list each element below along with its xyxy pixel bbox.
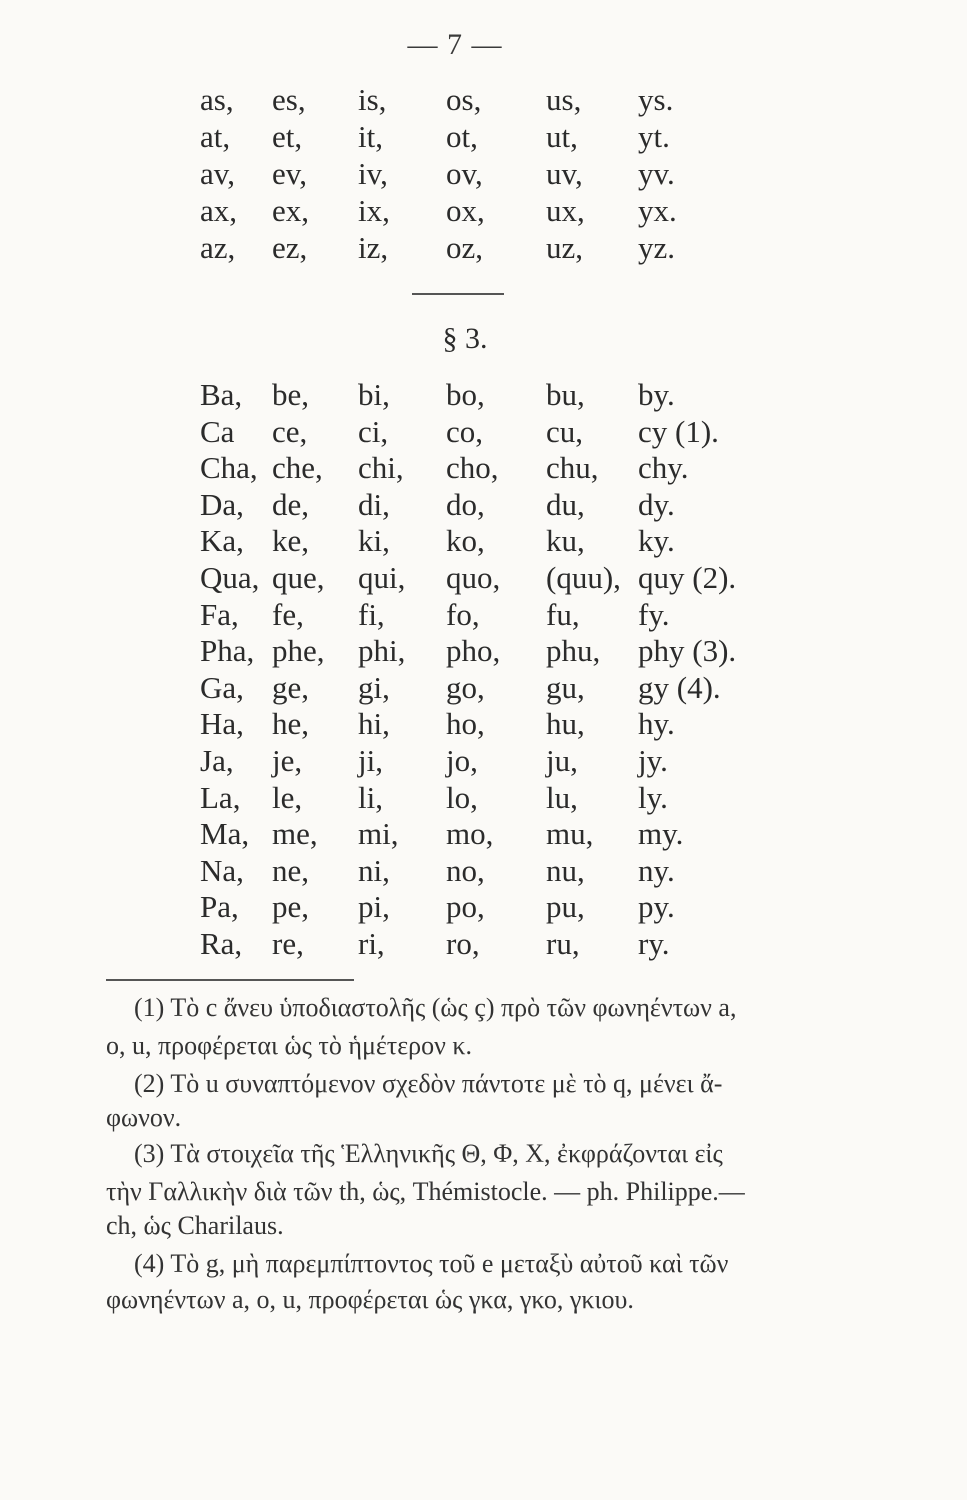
syllable-cell: pi, bbox=[358, 889, 390, 925]
syllable-cell: bu, bbox=[546, 377, 585, 412]
syllable-cell: lu, bbox=[546, 779, 578, 815]
syllable-cell: ot, bbox=[446, 119, 478, 154]
syllable-cell: yx. bbox=[638, 193, 677, 228]
syllable-cell: que, bbox=[272, 560, 325, 595]
syllable-cell: Na, bbox=[200, 852, 244, 888]
syllable-cell: phe, bbox=[272, 633, 325, 669]
syllable-cell: hu, bbox=[546, 706, 585, 742]
syllable-cell: ru, bbox=[546, 926, 580, 961]
footnote-line: τὴν Γαλλικὴν διὰ τῶν th, ὡς, Thémistocle. — ph. Philippe.— bbox=[106, 1177, 745, 1206]
syllable-cell: ox, bbox=[446, 193, 485, 228]
syllable-cell: mo, bbox=[446, 816, 494, 852]
syllable-cell: phu, bbox=[546, 633, 601, 669]
syllable-cell: ix, bbox=[358, 193, 390, 228]
syllable-cell: ni, bbox=[358, 852, 390, 888]
syllable-cell: as, bbox=[200, 82, 234, 117]
syllable-cell: fi, bbox=[358, 596, 385, 632]
syllable-cell: ut, bbox=[546, 119, 578, 154]
syllable-cell: Fa, bbox=[200, 596, 239, 632]
syllable-cell: di, bbox=[358, 486, 390, 522]
syllable-cell: mu, bbox=[546, 816, 594, 852]
syllable-cell: uv, bbox=[546, 156, 583, 191]
syllable-cell: uz, bbox=[546, 230, 584, 265]
syllable-cell: Ja, bbox=[200, 743, 234, 778]
syllable-cell: Qua, bbox=[200, 560, 260, 595]
syllable-cell: ax, bbox=[200, 193, 238, 228]
syllable-cell: Ka, bbox=[200, 523, 244, 559]
syllable-cell: fe, bbox=[272, 596, 304, 632]
footnote-line: ch, ὡς Charilaus. bbox=[106, 1211, 284, 1240]
syllable-cell: Pa, bbox=[200, 889, 239, 925]
syllable-cell: pho, bbox=[446, 633, 501, 669]
syllable-cell: ju, bbox=[546, 743, 578, 778]
syllable-cell: Ra, bbox=[200, 926, 243, 961]
syllable-cell: re, bbox=[272, 926, 304, 961]
syllable-cell: my. bbox=[638, 816, 684, 852]
syllable-cell: gy (4). bbox=[638, 669, 721, 705]
footnote-line: (1) Τὸ c ἄνευ ὑποδιαστολῆς (ὡς ç) πρὸ τῶν φωνηέντων a, bbox=[134, 993, 737, 1022]
syllable-cell: Ga, bbox=[200, 669, 244, 705]
syllable-cell: yt. bbox=[638, 119, 670, 154]
syllable-cell: dy. bbox=[638, 486, 675, 522]
section-heading: § 3. bbox=[442, 322, 488, 355]
syllable-cell: ez, bbox=[272, 230, 308, 265]
syllable-cell: no, bbox=[446, 852, 485, 888]
syllable-cell: pe, bbox=[272, 889, 310, 925]
syllable-cell: qui, bbox=[358, 560, 406, 595]
syllable-cell: ji, bbox=[358, 743, 383, 778]
syllable-cell: chi, bbox=[358, 450, 404, 486]
syllable-cell: he, bbox=[272, 706, 310, 742]
syllable-cell: ki, bbox=[358, 523, 390, 559]
syllable-cell: oz, bbox=[446, 230, 484, 265]
syllable-cell: me, bbox=[272, 816, 318, 852]
syllable-cell: et, bbox=[272, 119, 303, 154]
syllable-cell: po, bbox=[446, 889, 485, 925]
syllable-cell: ny. bbox=[638, 852, 675, 888]
footnote-line: φωνον. bbox=[106, 1103, 182, 1132]
syllable-cell: ne, bbox=[272, 852, 310, 888]
syllable-cell: cy (1). bbox=[638, 413, 719, 449]
syllable-cell: ci, bbox=[358, 413, 389, 449]
syllable-cell: fu, bbox=[546, 596, 580, 632]
syllable-cell: pu, bbox=[546, 889, 585, 925]
footnote-divider bbox=[106, 979, 354, 981]
syllable-cell: py. bbox=[638, 889, 675, 925]
syllable-cell: chy. bbox=[638, 450, 689, 486]
syllable-cell: lo, bbox=[446, 779, 478, 815]
syllable-cell: fo, bbox=[446, 596, 480, 632]
syllable-cell: nu, bbox=[546, 852, 585, 888]
syllable-cell: co, bbox=[446, 413, 484, 449]
syllable-cell: ux, bbox=[546, 193, 585, 228]
syllable-cell: quy (2). bbox=[638, 560, 737, 595]
syllable-cell: ro, bbox=[446, 926, 480, 961]
footnote-line: φωνηέντων a, o, u, προφέρεται ὡς γκα, γκο, γκιου. bbox=[106, 1285, 634, 1314]
syllable-cell: ku, bbox=[546, 523, 585, 559]
syllable-cell: jo, bbox=[446, 743, 478, 778]
syllable-cell: li, bbox=[358, 779, 383, 815]
syllable-cell: che, bbox=[272, 450, 323, 486]
syllable-cell: es, bbox=[272, 82, 306, 117]
footnote-line: o, u, προφέρεται ὡς τὸ ἡμέτερον κ. bbox=[106, 1031, 472, 1060]
syllable-cell: hi, bbox=[358, 706, 390, 742]
syllable-cell: ke, bbox=[272, 523, 310, 559]
syllable-cell: ri, bbox=[358, 926, 385, 961]
syllable-cell: Ca bbox=[200, 413, 235, 449]
syllable-cell: ys. bbox=[638, 82, 674, 117]
syllable-cell: ov, bbox=[446, 156, 483, 191]
syllable-cell: ev, bbox=[272, 156, 307, 191]
syllable-cell: yv. bbox=[638, 156, 675, 191]
syllable-cell: iv, bbox=[358, 156, 388, 191]
syllable-cell: (quu), bbox=[546, 560, 621, 595]
footnote-line: (3) Τὰ στοιχεῖα τῆς Ἑλληνικῆς Θ, Φ, Χ, ἐκφράζονται εἰς bbox=[134, 1139, 723, 1168]
syllable-cell: ex, bbox=[272, 193, 310, 228]
syllable-cell: us, bbox=[546, 82, 582, 117]
syllable-cell: be, bbox=[272, 377, 310, 412]
syllable-cell: bo, bbox=[446, 377, 485, 412]
syllable-cell: av, bbox=[200, 156, 235, 191]
syllable-cell: quo, bbox=[446, 560, 501, 595]
syllable-cell: ko, bbox=[446, 523, 485, 559]
page-number: — 7 — bbox=[407, 28, 503, 61]
syllable-cell: do, bbox=[446, 486, 485, 522]
syllable-cell: Da, bbox=[200, 486, 244, 522]
syllable-cell: ge, bbox=[272, 669, 310, 705]
syllable-cell: je, bbox=[272, 743, 303, 778]
syllable-cell: gi, bbox=[358, 669, 390, 705]
syllable-cell: de, bbox=[272, 486, 310, 522]
syllable-cell: jy. bbox=[638, 743, 668, 778]
syllable-cell: yz. bbox=[638, 230, 676, 265]
syllable-cell: Ba, bbox=[200, 377, 243, 412]
syllable-cell: chu, bbox=[546, 450, 599, 486]
footnote-line: (2) Τὸ u συναπτόμενον σχεδὸν πάντοτε μὲ τὸ q, μένει ἄ- bbox=[134, 1069, 723, 1098]
footnote-line: (4) Τὸ g, μὴ παρεμπίπτοντος τοῦ e μεταξὺ αὐτοῦ καὶ τῶν bbox=[134, 1249, 729, 1278]
syllable-cell: ky. bbox=[638, 523, 675, 559]
syllable-cell: ho, bbox=[446, 706, 485, 742]
syllable-cell: bi, bbox=[358, 377, 390, 412]
syllable-cell: az, bbox=[200, 230, 236, 265]
syllable-cell: at, bbox=[200, 119, 231, 154]
section-divider bbox=[412, 293, 504, 295]
syllable-cell: ly. bbox=[638, 779, 668, 815]
syllable-cell: os, bbox=[446, 82, 482, 117]
syllable-cell: ry. bbox=[638, 926, 670, 961]
syllable-cell: phi, bbox=[358, 633, 406, 669]
syllable-cell: mi, bbox=[358, 816, 399, 852]
syllable-cell: Ha, bbox=[200, 706, 244, 742]
syllable-cell: cho, bbox=[446, 450, 499, 486]
syllable-cell: cu, bbox=[546, 413, 584, 449]
syllable-cell: go, bbox=[446, 669, 485, 705]
syllable-cell: fy. bbox=[638, 596, 670, 632]
syllable-cell: ce, bbox=[272, 413, 308, 449]
syllable-cell: Cha, bbox=[200, 450, 258, 486]
syllable-cell: gu, bbox=[546, 669, 585, 705]
syllable-cell: le, bbox=[272, 779, 303, 815]
syllable-cell: Pha, bbox=[200, 633, 255, 669]
syllable-cell: it, bbox=[358, 119, 383, 154]
syllable-cell: by. bbox=[638, 377, 675, 412]
syllable-cell: hy. bbox=[638, 706, 675, 742]
syllable-cell: phy (3). bbox=[638, 633, 737, 669]
syllable-cell: is, bbox=[358, 82, 387, 117]
syllable-cell: La, bbox=[200, 779, 241, 815]
syllable-cell: Ma, bbox=[200, 816, 250, 852]
syllable-cell: iz, bbox=[358, 230, 389, 265]
syllable-cell: du, bbox=[546, 486, 585, 522]
